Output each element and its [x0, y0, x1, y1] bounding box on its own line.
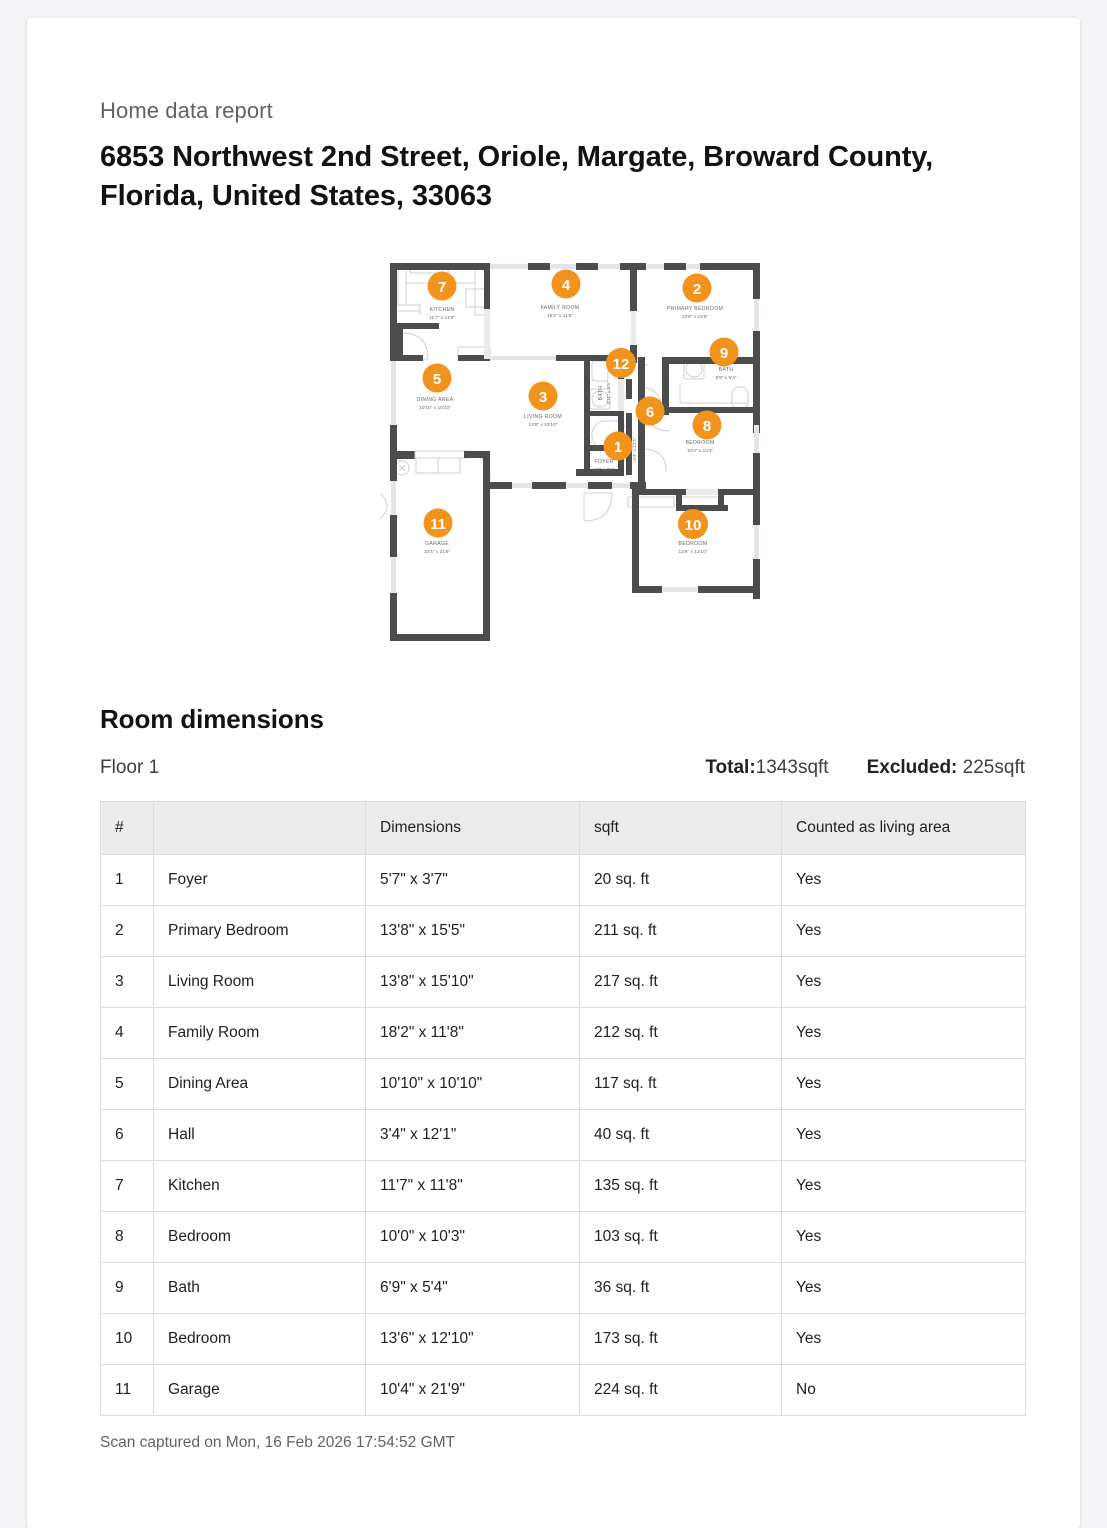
row-number: 11	[101, 1364, 154, 1415]
table-row	[101, 1364, 1026, 1415]
room-name: Bedroom	[154, 1313, 366, 1364]
room-dimensions: 6'9" x 5'4"	[366, 1262, 580, 1313]
svg-text:4'11" x 9'5": 4'11" x 9'5"	[607, 381, 612, 405]
room-name: Hall	[154, 1109, 366, 1160]
room-living-area: Yes	[782, 956, 1026, 1007]
room-living-area: Yes	[782, 1058, 1026, 1109]
room-name: Garage	[154, 1364, 366, 1415]
excluded-area	[867, 757, 1025, 779]
svg-text:FOYER: FOYER	[594, 458, 614, 465]
svg-text:2: 2	[692, 280, 702, 298]
page-title: 6853 Northwest 2nd Street, Oriole, Margate, Broward County, Florida, United States, 33063	[100, 141, 934, 212]
column-header-dimensions: Dimensions	[366, 801, 580, 854]
svg-text:FAMILY ROOM: FAMILY ROOM	[540, 304, 580, 311]
room-living-area: Yes	[782, 1262, 1026, 1313]
svg-text:10: 10	[684, 516, 702, 534]
room-living-area: Yes	[782, 905, 1026, 956]
svg-text:DINING AREA: DINING AREA	[416, 396, 454, 403]
row-number: 7	[101, 1160, 154, 1211]
floorplan-image[interactable]	[380, 253, 770, 648]
row-number: 6	[101, 1109, 154, 1160]
table-row	[101, 1007, 1026, 1058]
room-dimensions: 18'2" x 11'8"	[366, 1007, 580, 1058]
room-sqft: 36 sq. ft	[580, 1262, 782, 1313]
room-name: Foyer	[154, 854, 366, 905]
svg-text:13'8" x 15'5": 13'8" x 15'5"	[681, 314, 709, 320]
table-row	[101, 956, 1026, 1007]
room-dimensions: 10'0" x 10'3"	[366, 1211, 580, 1262]
room-sqft: 217 sq. ft	[580, 956, 782, 1007]
room-living-area: Yes	[782, 854, 1026, 905]
svg-text:BATH: BATH	[718, 366, 734, 373]
floorplan-marker-4[interactable]	[552, 269, 581, 298]
table-row	[101, 1109, 1026, 1160]
floor-label: Floor 1	[100, 756, 160, 778]
row-number: 9	[101, 1262, 154, 1313]
room-name: Bath	[154, 1262, 366, 1313]
room-sqft: 211 sq. ft	[580, 905, 782, 956]
svg-text:11'7" x 11'8": 11'7" x 11'8"	[429, 315, 455, 321]
table-row	[101, 1313, 1026, 1364]
column-header-sqft: sqft	[580, 801, 782, 854]
svg-text:5: 5	[432, 370, 442, 388]
floorplan-container	[100, 253, 1050, 648]
room-sqft: 40 sq. ft	[580, 1109, 782, 1160]
room-name: Bedroom	[154, 1211, 366, 1262]
svg-text:1: 1	[613, 438, 623, 456]
room-sqft: 173 sq. ft	[580, 1313, 782, 1364]
column-header-living-area: Counted as living area	[782, 801, 1026, 854]
svg-text:5'7" x 3'7": 5'7" x 3'7"	[593, 467, 615, 473]
room-name: Dining Area	[154, 1058, 366, 1109]
svg-text:10'0" x 10'3": 10'0" x 10'3"	[686, 448, 714, 454]
table-row	[101, 1058, 1026, 1109]
svg-text:BEDROOM: BEDROOM	[685, 439, 715, 446]
room-living-area: Yes	[782, 1160, 1026, 1211]
room-dimensions: 10'4" x 21'9"	[366, 1364, 580, 1415]
floorplan-marker-9[interactable]	[710, 337, 739, 366]
room-living-area: Yes	[782, 1007, 1026, 1058]
floorplan-marker-1[interactable]	[604, 431, 633, 460]
excluded-value: 225sqft	[962, 756, 1025, 778]
room-name: Living Room	[154, 956, 366, 1007]
svg-text:9: 9	[719, 344, 729, 362]
room-living-area: No	[782, 1364, 1026, 1415]
svg-text:LIVING ROOM: LIVING ROOM	[524, 413, 562, 420]
floorplan-marker-3[interactable]	[529, 381, 558, 410]
room-name: Kitchen	[154, 1160, 366, 1211]
floorplan-marker-5[interactable]	[423, 363, 452, 392]
report-card	[27, 18, 1080, 1528]
svg-text:6: 6	[645, 403, 655, 421]
room-sqft: 212 sq. ft	[580, 1007, 782, 1058]
room-dimensions-table	[100, 801, 1026, 1416]
svg-text:10'4" x 21'9": 10'4" x 21'9"	[423, 549, 451, 555]
column-header-name	[154, 801, 366, 854]
total-area	[705, 757, 828, 779]
row-number: 2	[101, 905, 154, 956]
room-dimensions: 13'6" x 12'10"	[366, 1313, 580, 1364]
scan-timestamp: Scan captured on Mon, 16 Feb 2026 17:54:52 GMT	[100, 1433, 456, 1451]
svg-text:BEDROOM: BEDROOM	[678, 540, 708, 547]
room-name: Primary Bedroom	[154, 905, 366, 956]
table-row	[101, 905, 1026, 956]
row-number: 3	[101, 956, 154, 1007]
table-row	[101, 1211, 1026, 1262]
total-label: Total:	[705, 756, 756, 778]
row-number: 8	[101, 1211, 154, 1262]
floorplan-svg	[380, 253, 770, 648]
floorplan-marker-8[interactable]	[693, 410, 722, 439]
room-sqft: 135 sq. ft	[580, 1160, 782, 1211]
room-dimensions: 13'8" x 15'5"	[366, 905, 580, 956]
table-row	[101, 1160, 1026, 1211]
excluded-label: Excluded:	[866, 756, 958, 778]
svg-text:GARAGE: GARAGE	[425, 540, 449, 547]
floor-summary-row	[100, 757, 1025, 779]
svg-text:BATH: BATH	[598, 385, 604, 401]
floorplan-marker-10[interactable]	[678, 509, 708, 539]
room-dimensions: 5'7" x 3'7"	[366, 854, 580, 905]
total-value: 1343sqft	[755, 756, 829, 778]
svg-text:10'10" x 10'10": 10'10" x 10'10"	[419, 405, 451, 411]
svg-text:13'6" x 12'10": 13'6" x 12'10"	[678, 549, 708, 555]
row-number: 5	[101, 1058, 154, 1109]
floorplan-marker-7[interactable]	[428, 271, 457, 300]
row-number: 1	[101, 854, 154, 905]
svg-text:PRIMARY BEDROOM: PRIMARY BEDROOM	[666, 305, 724, 312]
svg-text:6'9" x 5'4": 6'9" x 5'4"	[715, 375, 737, 381]
table-row	[101, 1262, 1026, 1313]
room-dimensions: 3'4" x 12'1"	[366, 1109, 580, 1160]
room-sqft: 224 sq. ft	[580, 1364, 782, 1415]
report-header	[100, 98, 977, 215]
room-dimensions: 10'10" x 10'10"	[366, 1058, 580, 1109]
svg-text:13'8" x 15'10": 13'8" x 15'10"	[528, 422, 558, 428]
table-row	[101, 854, 1026, 905]
column-header-number: #	[101, 801, 154, 854]
room-dimensions: 11'7" x 11'8"	[366, 1160, 580, 1211]
svg-text:18'2" x 11'8": 18'2" x 11'8"	[547, 313, 573, 319]
floorplan-marker-2[interactable]	[683, 273, 712, 302]
table-header-row	[101, 801, 1026, 854]
svg-text:3: 3	[538, 388, 548, 406]
svg-text:7: 7	[437, 278, 447, 296]
floorplan-marker-12[interactable]	[606, 348, 636, 378]
room-dimensions: 13'8" x 15'10"	[366, 956, 580, 1007]
room-sqft: 103 sq. ft	[580, 1211, 782, 1262]
report-kicker: Home data report	[100, 98, 273, 123]
svg-text:KITCHEN: KITCHEN	[429, 306, 455, 313]
svg-text:12: 12	[612, 355, 630, 373]
room-living-area: Yes	[782, 1109, 1026, 1160]
row-number: 4	[101, 1007, 154, 1058]
svg-text:8: 8	[702, 417, 712, 435]
floorplan-marker-11[interactable]	[424, 508, 453, 537]
svg-text:3'4" x 12'1": 3'4" x 12'1"	[633, 437, 638, 461]
room-sqft: 117 sq. ft	[580, 1058, 782, 1109]
row-number: 10	[101, 1313, 154, 1364]
section-title-room-dimensions: Room dimensions	[100, 703, 324, 734]
room-name: Family Room	[154, 1007, 366, 1058]
table-body	[101, 854, 1026, 1415]
floorplan-marker-6[interactable]	[636, 396, 665, 425]
room-sqft: 20 sq. ft	[580, 854, 782, 905]
svg-text:4: 4	[561, 276, 571, 294]
svg-text:11: 11	[430, 515, 446, 533]
room-living-area: Yes	[782, 1211, 1026, 1262]
room-living-area: Yes	[782, 1313, 1026, 1364]
